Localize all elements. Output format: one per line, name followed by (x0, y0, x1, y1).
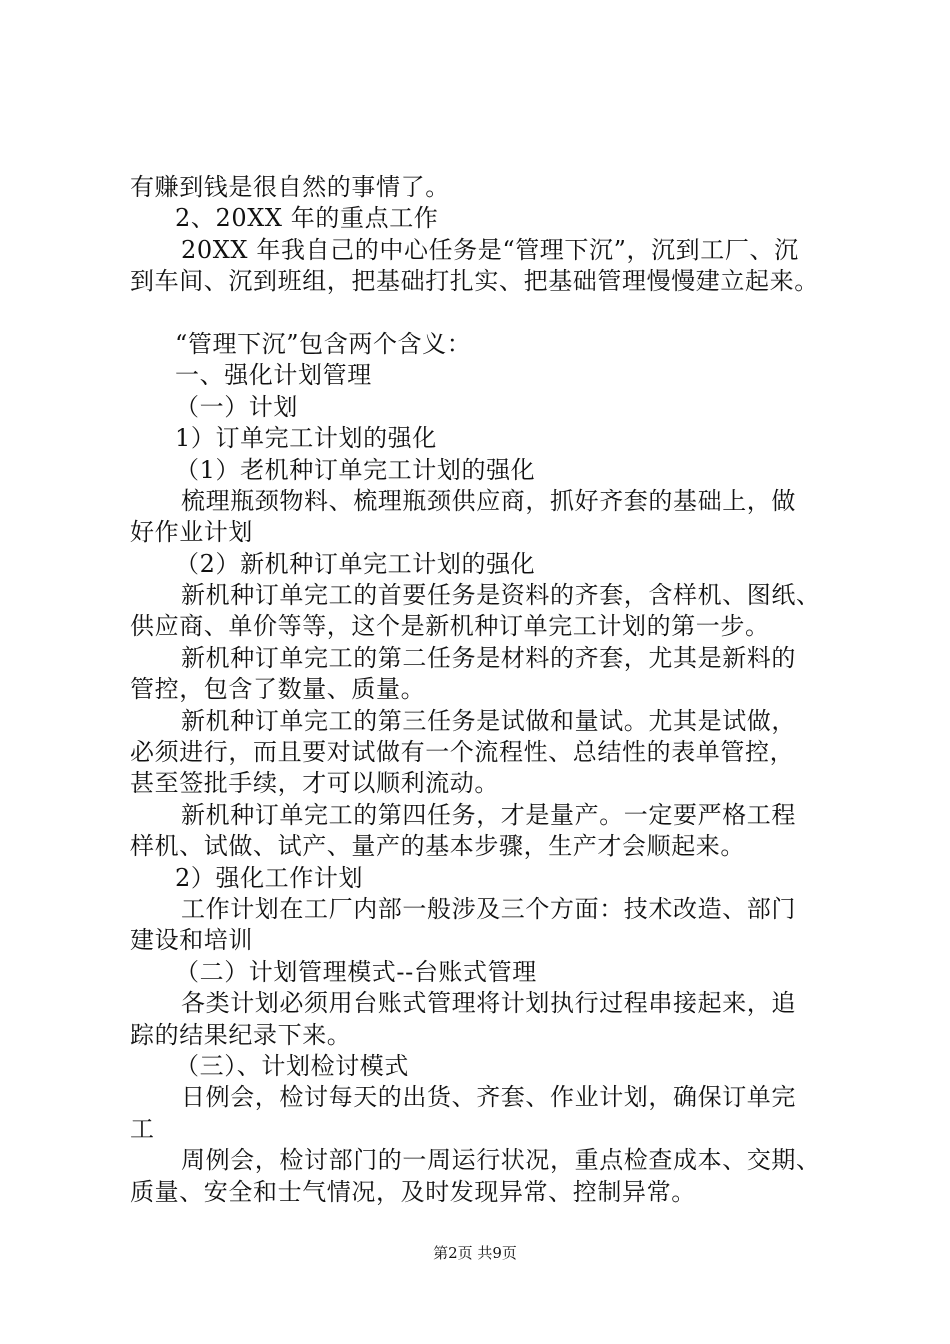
paragraph-line: 各类计划必须用台账式管理将计划执行过程串接起来，追 (181, 989, 796, 1018)
paragraph-line: 新机种订单完工的第四任务，才是量产。一定要严格工程 (181, 800, 796, 829)
paragraph-line: 工 (130, 1114, 155, 1143)
paragraph-line: 建设和培训 (130, 926, 253, 955)
section-heading: 一、强化计划管理 (175, 361, 372, 390)
subsection-heading: （2）新机种订单完工计划的强化 (175, 549, 536, 578)
document-body (130, 172, 850, 1208)
paragraph-line: 到车间、沉到班组，把基础打扎实、把基础管理慢慢建立起来。 (130, 267, 819, 296)
paragraph-line: 新机种订单完工的第二任务是材料的齐套，尤其是新料的 (181, 643, 796, 672)
paragraph-line: 梳理瓶颈物料、梳理瓶颈供应商，抓好齐套的基础上，做 (181, 486, 796, 515)
paragraph-line: 管控，包含了数量、质量。 (130, 675, 426, 704)
paragraph-line: 有赚到钱是很自然的事情了。 (130, 173, 450, 201)
paragraph-line: 好作业计划 (130, 518, 253, 547)
paragraph-line: 新机种订单完工的首要任务是资料的齐套，含样机、图纸、 (181, 581, 821, 610)
section-heading: 2、20XX 年的重点工作 (175, 204, 439, 233)
paragraph-line: 甚至签批手续，才可以顺利流动。 (130, 769, 499, 798)
paragraph-line: “管理下沉”包含两个含义： (175, 329, 472, 358)
paragraph-line: 工作计划在工厂内部一般涉及三个方面：技术改造、部门 (181, 894, 796, 923)
paragraph-line: 供应商、单价等等，这个是新机种订单完工计划的第一步。 (130, 612, 770, 641)
paragraph-line: 日例会，检讨每天的出货、齐套、作业计划，确保订单完 (181, 1083, 796, 1112)
paragraph-line: 样机、试做、试产、量产的基本步骤，生产才会顺起来。 (130, 832, 745, 861)
paragraph-line: 踪的结果纪录下来。 (130, 1020, 352, 1049)
paragraph-line: 周例会，检讨部门的一周运行状况，重点检查成本、交期、 (181, 1146, 821, 1175)
subsection-heading: 2）强化工作计划 (175, 863, 364, 892)
page-footer: 第2页 共9页 (433, 1244, 517, 1262)
subsection-heading: 1）订单完工计划的强化 (175, 424, 437, 453)
subsection-heading: （一）计划 (175, 392, 298, 421)
paragraph-line: 必须进行，而且要对试做有一个流程性、总结性的表单管控， (130, 738, 795, 767)
paragraph-line: 质量、安全和士气情况，及时发现异常、控制异常。 (130, 1177, 696, 1206)
subsection-heading: （二）计划管理模式--台账式管理 (175, 957, 537, 986)
subsection-heading: （三）、计划检讨模式 (175, 1051, 409, 1080)
paragraph-line: 20XX 年我自己的中心任务是“管理下沉”，沉到工厂、沉 (181, 235, 799, 264)
paragraph-gap (130, 298, 850, 329)
subsection-heading: （1）老机种订单完工计划的强化 (175, 455, 536, 484)
paragraph-line: 新机种订单完工的第三任务是试做和量试。尤其是试做， (181, 706, 796, 735)
